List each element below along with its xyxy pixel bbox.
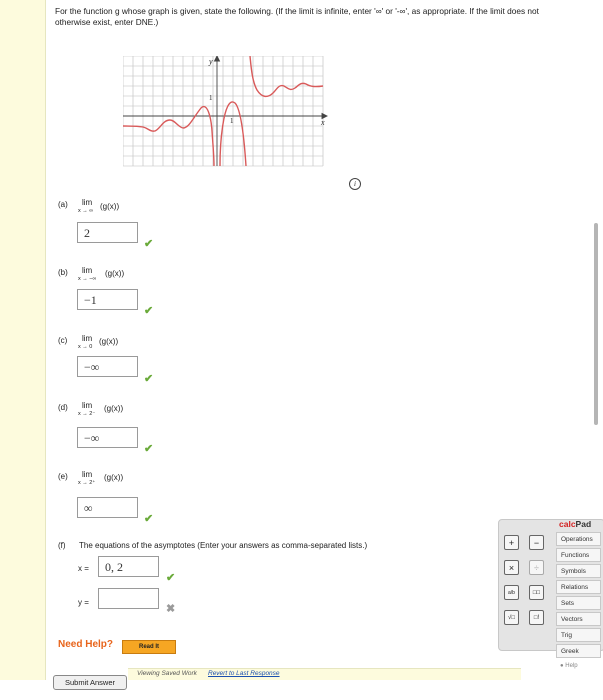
calcpad-menu-greek[interactable]: Greek [556,644,601,658]
part-b-lim: lim [82,266,93,275]
function-graph [123,56,328,168]
left-margin [0,0,45,680]
part-c-answer-input[interactable]: −∞ [77,356,138,377]
part-d-lim: lim [82,401,93,410]
part-b-check-icon: ✔ [144,305,154,317]
saved-work-text: Viewing Saved Work [137,670,197,677]
y-equals-label: y = [78,598,89,607]
part-d-label: (d) [58,403,68,412]
help-icon: ● [560,663,564,669]
x-tick-one: 1 [230,117,234,125]
part-a-lim: lim [82,198,93,207]
y-asymptote-input[interactable] [98,588,159,609]
part-f-y-cross-icon: ✖ [166,603,176,615]
part-d-answer-input[interactable]: −∞ [77,427,138,448]
part-d-approach: x → 2⁻ [78,411,96,417]
calcpad-menu-operations[interactable]: Operations [556,532,601,546]
part-a-check-icon: ✔ [144,238,154,250]
part-f-text: The equations of the asymptotes (Enter your answers as comma-separated lists.) [79,541,368,550]
calcpad-menu-vectors[interactable]: Vectors [556,612,601,626]
part-b-answer-input[interactable]: −1 [77,289,138,310]
part-c-label: (c) [58,336,68,345]
divide-button[interactable]: ÷ [529,560,544,575]
part-c-approach: x → 0 [78,344,93,350]
calcpad-menu-sets[interactable]: Sets [556,596,601,610]
y-axis-label: y [209,57,213,66]
part-f-label: (f) [58,541,66,550]
calcpad-menu-relations[interactable]: Relations [556,580,601,594]
calcpad-help-link[interactable]: ● Help [560,663,578,669]
plus-button[interactable]: + [504,535,519,550]
fraction-button[interactable]: a/b [504,585,519,600]
calcpad-title: calcPad [559,519,592,529]
submit-answer-button[interactable]: Submit Answer [53,675,127,690]
part-b-expr: (g(x)) [105,269,125,278]
sqrt-button[interactable]: √□ [504,610,519,625]
scrollbar-thumb[interactable] [594,223,598,425]
graph-grid [123,56,323,166]
part-d-check-icon: ✔ [144,443,154,455]
part-f-x-check-icon: ✔ [166,572,176,584]
calcpad-menu-trig[interactable]: Trig [556,628,601,642]
calcpad-menu-symbols[interactable]: Symbols [556,564,601,578]
info-icon[interactable]: i [349,178,361,190]
factorial-button[interactable]: □! [529,610,544,625]
part-a-answer-input[interactable]: 2 [77,222,138,243]
calcpad-menu-functions[interactable]: Functions [556,548,601,562]
part-d-expr: (g(x)) [104,404,124,413]
x-asymptote-input[interactable]: 0, 2 [98,556,159,577]
multiply-button[interactable]: × [504,560,519,575]
graph-axes [123,56,327,166]
part-e-approach: x → 2⁺ [78,480,96,486]
part-a-label: (a) [58,200,68,209]
part-b-approach: x → −∞ [78,276,97,282]
part-c-expr: (g(x)) [99,337,119,346]
exponent-button[interactable]: □□ [529,585,544,600]
part-e-expr: (g(x)) [104,473,124,482]
question-prompt: For the function g whose graph is given, state the following. (If the limit is infinite, enter '∞' or '-∞', as appropriate. If the limit does not otherwise exist, enter DNE.) [55,6,539,27]
part-e-check-icon: ✔ [144,513,154,525]
part-e-lim: lim [82,470,93,479]
part-e-answer-input[interactable]: ∞ [77,497,138,518]
part-a-approach: x → ∞ [78,208,94,214]
part-c-check-icon: ✔ [144,373,154,385]
need-help-label: Need Help? [58,639,114,650]
x-axis-label: x [321,118,325,127]
minus-button[interactable]: − [529,535,544,550]
revert-link[interactable]: Revert to Last Response [208,670,280,677]
read-it-button[interactable]: Read It [122,640,176,654]
x-equals-label: x = [78,564,89,573]
part-c-lim: lim [82,334,93,343]
part-b-label: (b) [58,268,68,277]
part-e-label: (e) [58,472,68,481]
y-tick-one: 1 [209,94,213,102]
part-a-expr: (g(x)) [100,202,120,211]
